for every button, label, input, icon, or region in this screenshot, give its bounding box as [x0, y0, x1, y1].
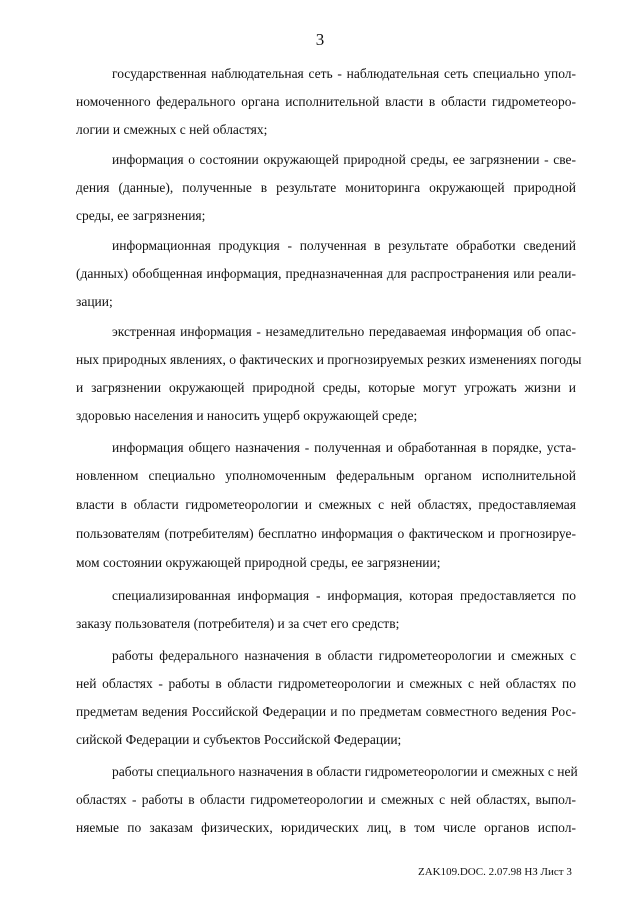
text-line: здоровью населения и наносить ущерб окружающей среде;	[76, 408, 418, 423]
text-line: заказу пользователя (потребителя) и за счет его средств;	[76, 616, 400, 631]
text-line: мом состоянии окружающей природной среды, ее загрязнении;	[76, 555, 441, 570]
text-line: зации;	[76, 294, 113, 309]
text-line: областях - работы в области гидрометеорологии и смежных с ней областях, выпол-	[76, 792, 576, 807]
text-line: предметам ведения Российской Федерации и по предметам совместного ведения Рос-	[76, 704, 576, 719]
text-line: ных природных явлениях, о фактических и прогнозируемых резких изменениях погоды	[76, 352, 582, 367]
text-line: дения (данные), полученные в результате мониторинга окружающей природной	[76, 180, 576, 195]
text-line: и загрязнении окружающей природной среды, которые могут угрожать жизни и	[76, 380, 576, 395]
text-line: среды, ее загрязнения;	[76, 208, 206, 223]
text-line: логии и смежных с ней областях;	[76, 122, 268, 137]
text-line: сийской Федерации и субъектов Российской Федерации;	[76, 732, 402, 747]
text-line: работы специального назначения в области гидрометеорологии и смежных с ней	[112, 764, 578, 779]
text-line: работы федерального назначения в области гидрометеорологии и смежных с	[112, 648, 576, 663]
text-line: ней областях - работы в области гидрометеорологии и смежных с ней областях по	[76, 676, 576, 691]
text-line: новленном специально уполномоченным федеральным органом исполнительной	[76, 468, 576, 483]
text-line: (данных) обобщенная информация, предназначенная для распространения или реали-	[76, 266, 576, 281]
text-line: пользователям (потребителям) бесплатно информация о фактическом и прогнозируе-	[76, 526, 576, 541]
text-line: специализированная информация - информация, которая предоставляется по	[112, 588, 576, 603]
text-line: власти в области гидрометеорологии и смежных с ней областях, предоставляемая	[76, 497, 576, 512]
text-line: государственная наблюдательная сеть - наблюдательная сеть специально упол-	[112, 66, 576, 81]
text-line: няемые по заказам физических, юридических лиц, в том числе органов испол-	[76, 820, 576, 835]
text-line: информация общего назначения - полученная и обработанная в порядке, уста-	[112, 440, 576, 455]
text-line: информационная продукция - полученная в результате обработки сведений	[112, 238, 576, 253]
page-number: 3	[315, 30, 325, 49]
text-line: номоченного федерального органа исполнительной власти в области гидрометеоро-	[76, 94, 576, 109]
text-line: экстренная информация - незамедлительно передаваемая информация об опас-	[112, 324, 576, 339]
text-line: информация о состоянии окружающей природной среды, ее загрязнении - све-	[112, 152, 576, 167]
page-footer: ZAK109.DOC. 2.07.98 НЗ Лист 3	[418, 866, 572, 878]
